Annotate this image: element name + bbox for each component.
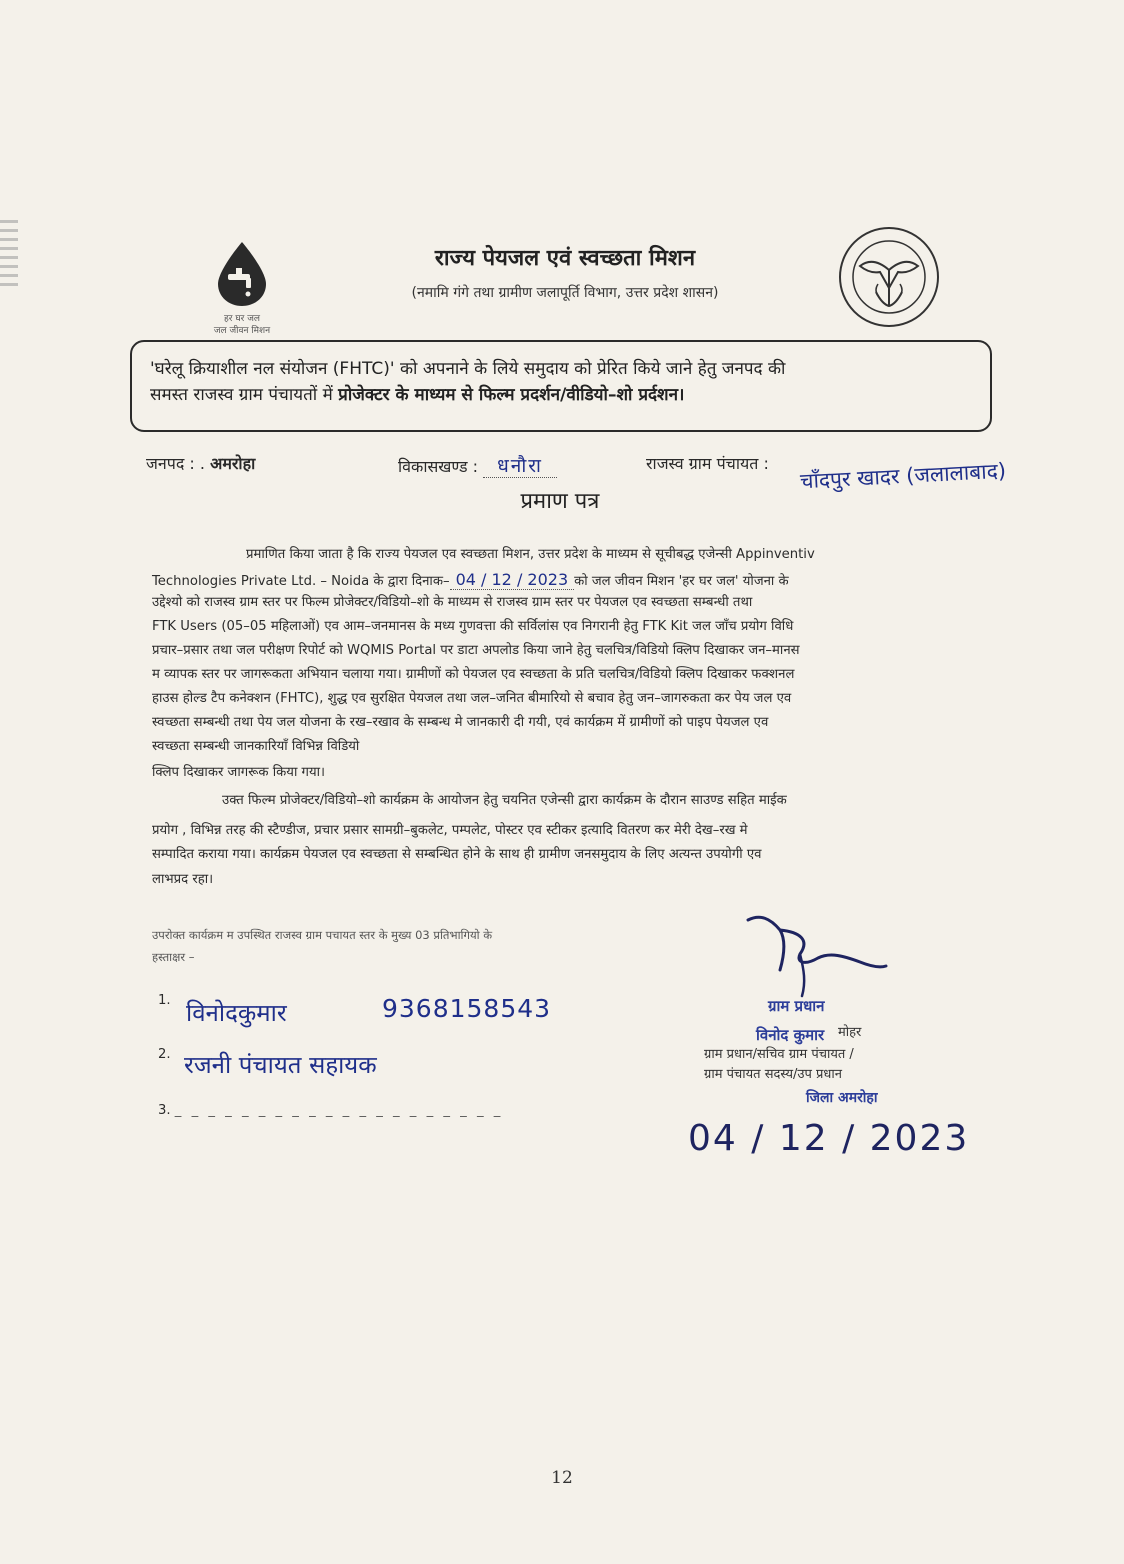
logo-caption-1: हर घर जल bbox=[224, 314, 260, 324]
body-line bbox=[152, 571, 1052, 591]
body-line: स्वच्छता सम्बन्धी जानकारियाँ विभिन्न विडियो bbox=[152, 739, 360, 754]
participant-3-label: 3. bbox=[158, 1103, 171, 1118]
participant-1-name-handwritten: विनोदकुमार bbox=[186, 999, 287, 1027]
body-line: प्रमाणित किया जाता है कि राज्य पेयजल एव स्वच्छता मिशन, उत्तर प्रदेश के माध्यम से सूचीबद्ध एजेन्सी Appinventiv bbox=[246, 547, 815, 562]
block-field bbox=[398, 452, 557, 478]
body-line: FTK Users (05–05 महिलाओं) एव आम–जनमानस के मध्य गुणवत्ता की सर्विलांस एव निगरानी हेतु FTK Kit जल जाँच प्रयोग विधि bbox=[152, 619, 794, 634]
body-line: प्रयोग , विभिन्न तरह की स्टैण्डीज, प्रचार प्रसार सामग्री–बुकलेट, पम्पलेट, पोस्टर एव स्टीकर इत्यादि वितरण कर मेरी देख–रख मे bbox=[152, 823, 748, 838]
panchayat-label: राजस्व ग्राम पंचायत : bbox=[646, 454, 769, 473]
har-ghar-jal-logo bbox=[192, 240, 292, 335]
logo-caption-2: जल जीवन मिशन bbox=[213, 326, 271, 336]
body-line: म व्यापक स्तर पर जागरूकता अभियान चलाया गया। ग्रामीणों को पेयजल एव स्वच्छता के प्रति चलचित्र/विडियो क्लिप दिखाकर फक्शनल bbox=[152, 667, 795, 682]
body-line: स्वच्छता सम्बन्धी तथा पेय जल योजना के रख–रखाव के सम्बन्ध मे जानकारी दी गयी, एवं कार्यक्रम में ग्रामीणों को पाइप पेयजल एव bbox=[152, 715, 769, 730]
panchayat-field bbox=[646, 452, 769, 474]
topic-line-1: 'घरेलू क्रियाशील नल संयोजन (FHTC)' को अपनाने के लिये समुदाय को प्रेरित किये जाने हेतु जनपद की bbox=[150, 359, 786, 379]
body-line-2b: को जल जीवन मिशन 'हर घर जल' योजना के bbox=[574, 574, 789, 589]
participants-intro: उपरोक्त कार्यक्रम म उपस्थित राजस्व ग्राम पचायत स्तर के मुख्य 03 प्रतिभागियो के bbox=[152, 928, 493, 942]
signature-date-handwritten: 04 / 12 / 2023 bbox=[688, 1118, 970, 1159]
body-line: सम्पादित कराया गया। कार्यक्रम पेयजल एव स्वच्छता से सम्बन्धित होने के साथ ही ग्रामीण जनसमुदाय के लिए अत्यन्त उपयोगी एव bbox=[152, 847, 762, 862]
block-label: विकासखण्ड : bbox=[398, 457, 479, 476]
signatory-role: ग्राम प्रधान bbox=[768, 997, 825, 1015]
signatory-district: जिला अमरोहा bbox=[806, 1090, 878, 1106]
participants-intro-2: हस्ताक्षर – bbox=[152, 950, 195, 964]
pradhan-signature-icon bbox=[740, 910, 890, 1005]
participant-2-number: 2. bbox=[158, 1047, 171, 1062]
event-date-handwritten: 04 / 12 / 2023 bbox=[450, 570, 575, 590]
topic-line-2-prefix: समस्त राजस्व ग्राम पंचायतों में bbox=[150, 385, 339, 405]
state-emblem-icon bbox=[838, 226, 940, 328]
page-number: 12 bbox=[551, 1468, 573, 1488]
topic-line-2 bbox=[150, 382, 972, 408]
seal-suffix: मोहर bbox=[838, 1025, 862, 1040]
body-line: उद्देश्यो को राजस्व ग्राम स्तर पर फिल्म प्रोजेक्टर/विडियो–शो के माध्यम से राजस्व ग्राम स्तर पर पेयजल एव स्वच्छता सम्बन्धी तथा bbox=[152, 595, 753, 610]
signatory-name: विनोद कुमार bbox=[756, 1026, 825, 1044]
district-field bbox=[146, 452, 255, 474]
water-drop-tap-icon bbox=[212, 240, 272, 308]
up-state-emblem-logo bbox=[838, 226, 940, 328]
district-value: अमरोहा bbox=[210, 454, 256, 473]
body-line: क्लिप दिखाकर जागरूक किया गया। bbox=[152, 765, 326, 780]
topic-box bbox=[130, 340, 992, 432]
designation-line-2: ग्राम पंचायत सदस्य/उप प्रधान bbox=[704, 1067, 842, 1082]
panchayat-value-handwritten: चाँदपुर खादर (जलालाबाद) bbox=[799, 458, 1007, 494]
page-subtitle: (नमामि गंगे तथा ग्रामीण जलापूर्ति विभाग, उत्तर प्रदेश शासन) bbox=[411, 285, 719, 301]
participant-3-blank: _ _ _ _ _ _ _ _ _ _ _ _ _ _ _ _ _ _ _ _ bbox=[174, 1103, 504, 1118]
participant-1-phone-handwritten: 9368158543 bbox=[382, 994, 552, 1023]
body-line: उक्त फिल्म प्रोजेक्टर/विडियो–शो कार्यक्रम के आयोजन हेतु चयनित एजेन्सी द्वारा कार्यक्रम के दौरान साउण्ड सहित माईक bbox=[222, 793, 787, 808]
body-line-2a: Technologies Private Ltd. – Noida के द्वारा दिनाक– bbox=[152, 574, 450, 589]
block-value-handwritten: धनौरा bbox=[483, 455, 557, 478]
body-line: हाउस होल्ड टैप कनेक्शन (FHTC), शुद्ध एव सुरक्षित पेयजल तथा जल–जनित बीमारियो से बचाव हेतु जन–जागरुकता कर पेय जल एव bbox=[152, 691, 792, 706]
body-line: लाभप्रद रहा। bbox=[152, 872, 214, 887]
body-line: प्रचार–प्रसार तथा जल परीक्षण रिपोर्ट को WQMIS Portal पर डाटा अपलोड किया जाने हेतु चलचित्र/विडियो क्लिप दिखाकर जन–मानस bbox=[152, 643, 800, 658]
scan-edge-artifact bbox=[0, 220, 18, 290]
page-title: राज्य पेयजल एवं स्वच्छता मिशन bbox=[434, 245, 696, 271]
participant-1-number: 1. bbox=[158, 993, 171, 1008]
certificate-title: प्रमाण पत्र bbox=[520, 489, 600, 514]
topic-line-2-bold: प्रोजेक्टर के माध्यम से फिल्म प्रदर्शन/वीडियो–शो प्रर्दशन। bbox=[338, 385, 685, 405]
participant-2-name-handwritten: रजनी पंचायत सहायक bbox=[184, 1051, 377, 1079]
designation-line-1: ग्राम प्रधान/सचिव ग्राम पंचायत / bbox=[704, 1047, 854, 1062]
district-label: जनपद : . bbox=[146, 454, 205, 473]
